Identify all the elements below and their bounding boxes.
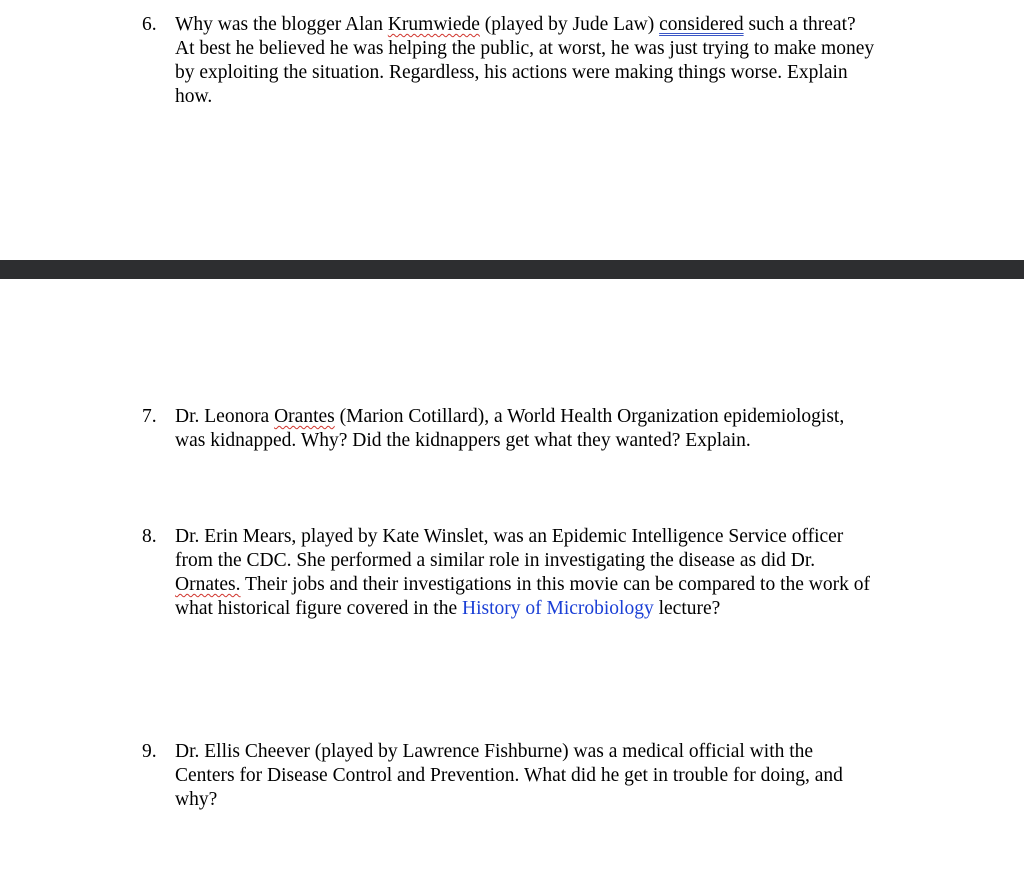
question-line: Centers for Disease Control and Prevention. What did he get in trouble for doing, and (175, 765, 843, 786)
question-line: Dr. Ellis Cheever (played by Lawrence Fishburne) was a medical official with the (175, 741, 814, 762)
question-line (175, 13, 995, 37)
question-number: 8. (142, 526, 157, 547)
text-run: Why was the blogger Alan (175, 14, 388, 35)
question-number: 7. (142, 406, 157, 427)
question-number: 6. (142, 14, 157, 35)
page-break-bar (0, 260, 1024, 279)
misspelled-word[interactable]: Orantes (274, 406, 335, 427)
question-text (175, 740, 995, 812)
question-line: why? (175, 789, 218, 810)
question-line (175, 573, 995, 597)
text-run: (played by Jude Law) (479, 14, 660, 35)
question-line: At best he believed he was helping the public, at worst, he was just trying to make money (175, 38, 875, 59)
question-line (175, 597, 995, 621)
text-run: Their jobs and their investigations in this movie can be compared to the work of (240, 574, 870, 595)
misspelled-word[interactable]: Ornates. (175, 574, 241, 595)
question-number: 9. (142, 741, 157, 762)
grammar-flagged-word[interactable]: considered (659, 14, 744, 35)
question-line: Dr. Erin Mears, played by Kate Winslet, was an Epidemic Intelligence Service officer (175, 526, 844, 547)
question-line: how. (175, 86, 213, 107)
question-line: from the CDC. She performed a similar role in investigating the disease as did Dr. (175, 550, 816, 571)
question-line (175, 405, 995, 429)
misspelled-word[interactable]: Krumwiede (387, 14, 480, 35)
text-run: what historical figure covered in the (175, 598, 462, 619)
text-run: Dr. Leonora (175, 406, 275, 427)
question-text (175, 405, 995, 453)
lecture-link[interactable]: History of Microbiology (461, 598, 654, 619)
question-line: was kidnapped. Why? Did the kidnappers get what they wanted? Explain. (175, 430, 751, 451)
question-text (175, 525, 995, 621)
text-run: such a threat? (743, 14, 856, 35)
text-run: lecture? (653, 598, 721, 619)
text-run: (Marion Cotillard), a World Health Organization epidemiologist, (334, 406, 845, 427)
question-line: by exploiting the situation. Regardless, his actions were making things worse. Explain (175, 62, 848, 83)
question-text (175, 13, 995, 109)
